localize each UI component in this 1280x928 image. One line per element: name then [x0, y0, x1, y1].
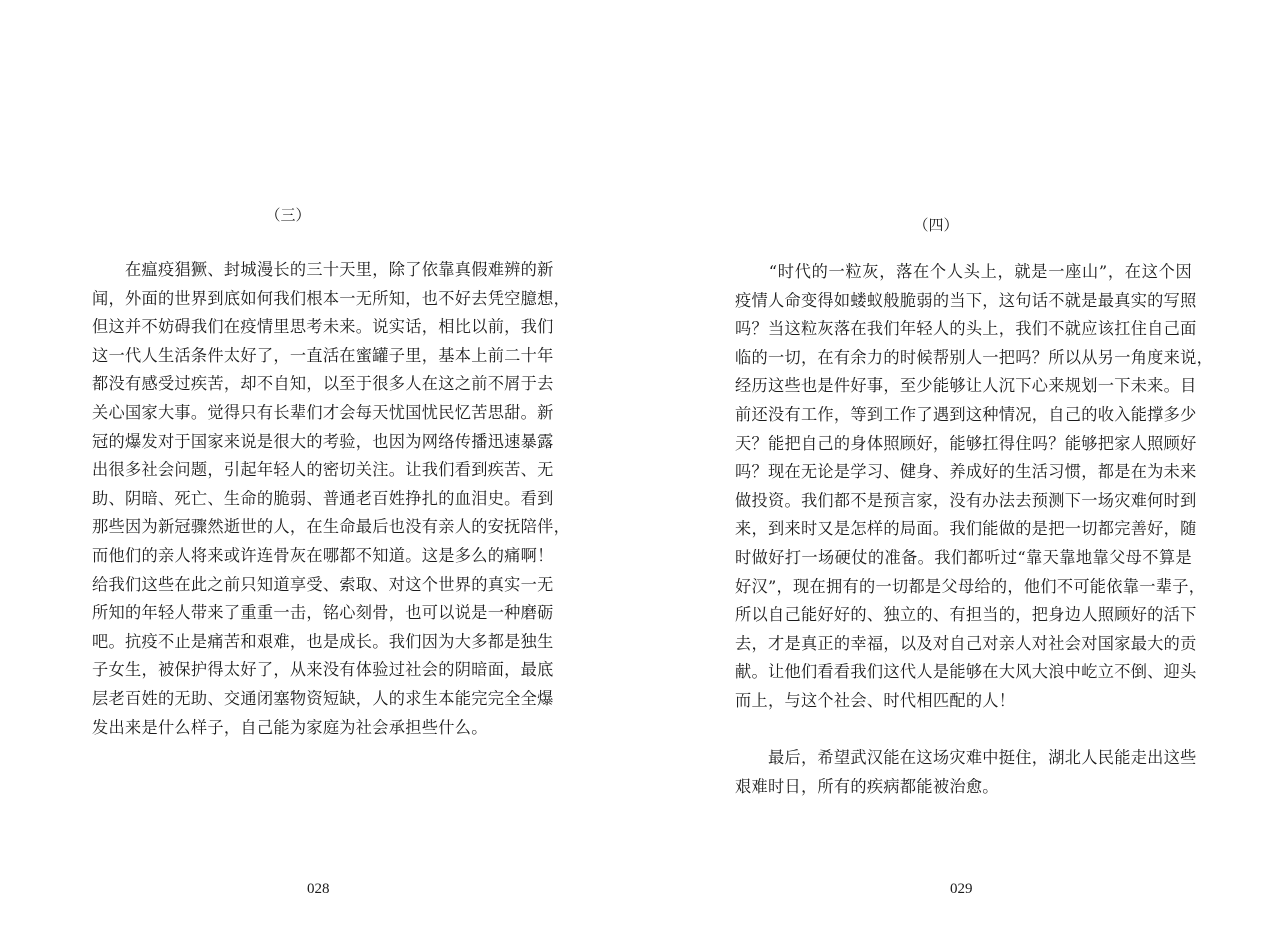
page-body	[92, 256, 571, 742]
text-line: 闻，外面的世界到底如何我们根本一无所知，也不好去凭空臆想，	[92, 288, 571, 308]
text-line: 去，才是真正的幸福，以及对自己对亲人对社会对国家最大的贡	[735, 633, 1197, 653]
text-line: 子女生，被保护得太好了，从来没有体验过社会的阴暗面，最底	[92, 660, 554, 680]
text-line: 那些因为新冠骤然逝世的人，在生命最后也没有亲人的安抚陪伴，	[92, 517, 571, 537]
page-number: 028	[307, 881, 330, 897]
text-line: 做投资。我们都不是预言家，没有办法去预测下一场灾难何时到	[735, 490, 1197, 510]
text-line: 临的一切，在有余力的时候帮别人一把吗？所以从另一角度来说，	[735, 347, 1214, 367]
paragraph	[735, 744, 1197, 801]
section-heading: （三）	[265, 206, 311, 224]
text-line: 所知的年轻人带来了重重一击，铭心刻骨，也可以说是一种磨砺	[92, 603, 554, 623]
text-line: 天？能把自己的身体照顾好，能够扛得住吗？能够把家人照顾好	[735, 433, 1197, 453]
text-line: 艰难时日，所有的疾病都能被治愈。	[735, 776, 999, 796]
text-line: 所以自己能好好的、独立的、有担当的，把身边人照顾好的活下	[735, 605, 1197, 625]
text-line: 冠的爆发对于国家来说是很大的考验，也因为网络传播迅速暴露	[92, 431, 554, 451]
text-line: 都没有感受过疾苦，却不自知，以至于很多人在这之前不屑于去	[92, 374, 554, 394]
text-line: 吧。抗疫不止是痛苦和艰难，也是成长。我们因为大多都是独生	[92, 631, 554, 651]
text-line: 献。让他们看看我们这代人是能够在大风大浪中屹立不倒、迎头	[735, 662, 1197, 682]
text-line: 层老百姓的无助、交通闭塞物资短缺，人的求生本能完完全全爆	[92, 688, 554, 708]
section-heading: （四）	[913, 216, 959, 234]
text-line: 最后，希望武汉能在这场灾难中挺住，湖北人民能走出这些	[735, 748, 1197, 768]
text-line: 在瘟疫猖獗、封城漫长的三十天里，除了依靠真假难辨的新	[92, 260, 554, 279]
text-line: 时做好打一场硬仗的准备。我们都听过“靠天靠地靠父母不算是	[735, 547, 1192, 567]
text-line: 经历这些也是件好事，至少能够让人沉下心来规划一下未来。目	[735, 376, 1197, 396]
text-line: 而他们的亲人将来或许连骨灰在哪都不知道。这是多么的痛啊！	[92, 545, 554, 565]
text-line: 吗？现在无论是学习、健身、养成好的生活习惯，都是在为未来	[735, 462, 1197, 482]
text-line: 前还没有工作，等到工作了遇到这种情况，自己的收入能撑多少	[735, 404, 1197, 424]
right-page	[640, 0, 1280, 928]
paragraph	[735, 258, 1214, 716]
page-number: 029	[950, 881, 973, 897]
text-line: 关心国家大事。觉得只有长辈们才会每天忧国忧民忆苦思甜。新	[92, 402, 554, 422]
text-line: 而上，与这个社会、时代相匹配的人！	[735, 690, 1016, 710]
page-body	[735, 258, 1214, 801]
text-line: 这一代人生活条件太好了，一直活在蜜罐子里，基本上前二十年	[92, 345, 554, 365]
text-line: 来，到来时又是怎样的局面。我们能做的是把一切都完善好，随	[735, 519, 1197, 539]
text-line: 吗？当这粒灰落在我们年轻人的头上，我们不就应该扛住自己面	[735, 319, 1197, 339]
text-line: 助、阴暗、死亡、生命的脆弱、普通老百姓挣扎的血泪史。看到	[92, 488, 554, 508]
text-line: 出很多社会问题，引起年轻人的密切关注。让我们看到疾苦、无	[92, 460, 554, 480]
text-line: 但这并不妨碍我们在疫情里思考未来。说实话，相比以前，我们	[92, 317, 554, 337]
text-line: 疫情人命变得如蝼蚁般脆弱的当下，这句话不就是最真实的写照	[735, 290, 1197, 310]
paragraph	[92, 256, 571, 742]
text-line: 发出来是什么样子，自己能为家庭为社会承担些什么。	[92, 717, 488, 737]
text-line: “时代的一粒灰，落在个人头上，就是一座山”，在这个因	[735, 262, 1192, 281]
text-line: 好汉”，现在拥有的一切都是父母给的，他们不可能依靠一辈子，	[735, 576, 1206, 596]
text-line: 给我们这些在此之前只知道享受、索取、对这个世界的真实一无	[92, 574, 554, 594]
